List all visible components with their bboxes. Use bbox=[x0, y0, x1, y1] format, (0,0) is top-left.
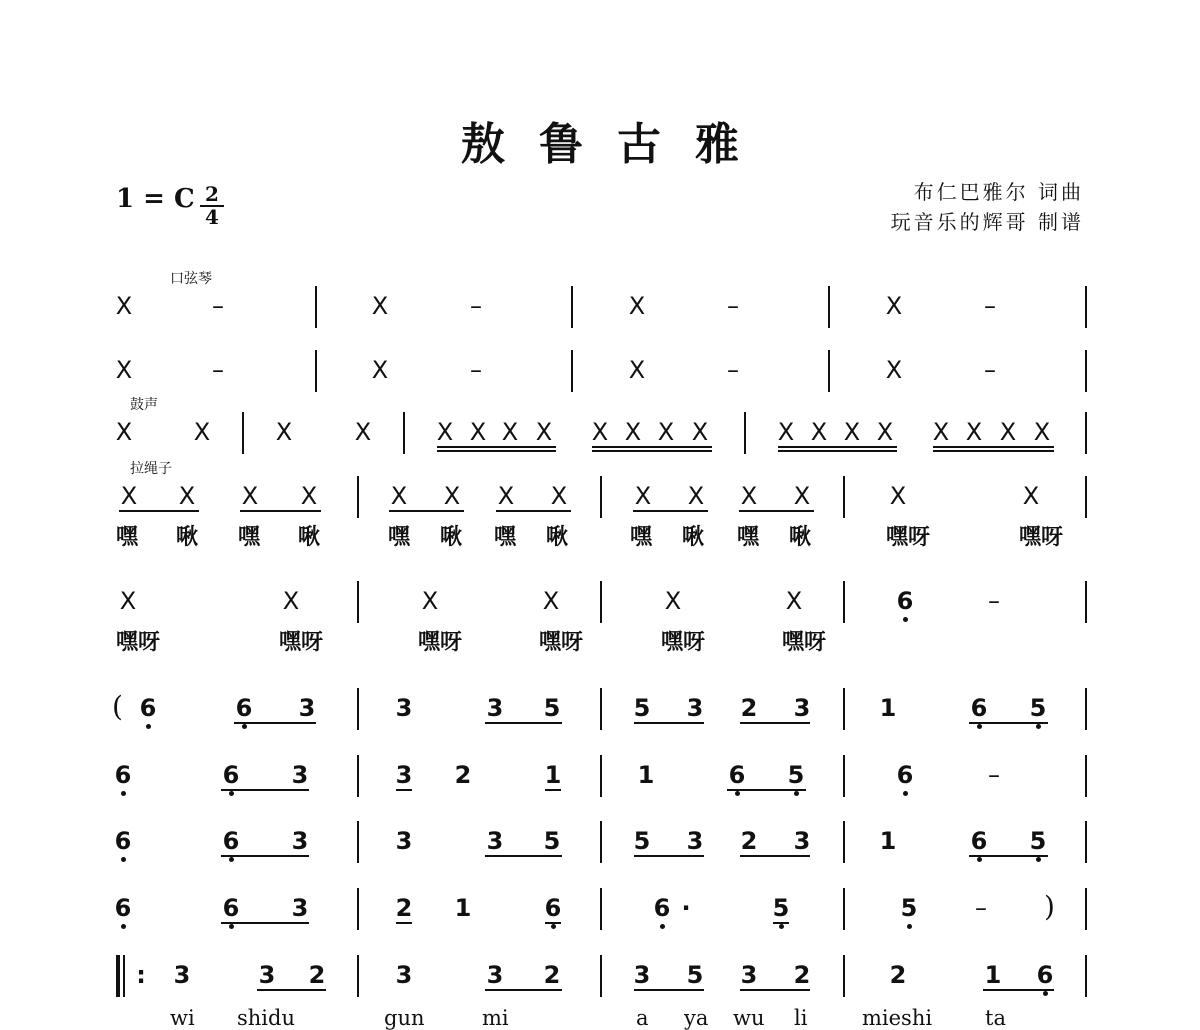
repeat-thick-bar bbox=[116, 955, 120, 997]
underline bbox=[221, 855, 309, 857]
underline bbox=[496, 510, 571, 512]
low-octave-dot bbox=[977, 857, 982, 862]
barline bbox=[1085, 476, 1087, 518]
note: 1 bbox=[454, 894, 472, 922]
barline bbox=[315, 286, 317, 328]
beat-x: X bbox=[740, 482, 758, 510]
repeat-dots: : bbox=[136, 961, 146, 989]
beat-x: X bbox=[115, 292, 133, 320]
underline bbox=[933, 446, 1054, 448]
lyric: 嘿 bbox=[494, 524, 517, 550]
barline bbox=[1085, 888, 1087, 930]
low-octave-dot bbox=[551, 924, 556, 929]
beat-x: X bbox=[657, 418, 675, 446]
lyric: 嘿 bbox=[737, 524, 760, 550]
beat-x: X bbox=[371, 356, 389, 384]
beat-x: X bbox=[501, 418, 519, 446]
low-octave-dot bbox=[779, 924, 784, 929]
note: 6 bbox=[544, 894, 562, 922]
barline bbox=[600, 581, 602, 623]
barline bbox=[843, 688, 845, 730]
barline bbox=[357, 581, 359, 623]
note: 3 bbox=[486, 827, 504, 855]
beat-x: X bbox=[889, 482, 907, 510]
beat-x: X bbox=[241, 482, 259, 510]
lyric: 啾 bbox=[440, 524, 463, 550]
credit-arranger: 玩音乐的辉哥 制谱 bbox=[890, 210, 1084, 234]
beat-x: X bbox=[178, 482, 196, 510]
barline bbox=[242, 412, 244, 454]
note: 1 bbox=[879, 694, 897, 722]
note: 3 bbox=[395, 761, 413, 789]
dash-rest: – bbox=[212, 356, 224, 384]
note: 5 bbox=[787, 761, 805, 789]
underline bbox=[592, 446, 712, 448]
low-octave-dot bbox=[735, 791, 740, 796]
low-octave-dot bbox=[1036, 724, 1041, 729]
barline bbox=[403, 412, 405, 454]
beat-x: X bbox=[624, 418, 642, 446]
low-octave-dot bbox=[903, 617, 908, 622]
beat-x: X bbox=[497, 482, 515, 510]
note: 6 bbox=[970, 694, 988, 722]
beat-x: X bbox=[810, 418, 828, 446]
low-octave-dot bbox=[242, 724, 247, 729]
beat-x: X bbox=[634, 482, 652, 510]
beat-x: X bbox=[371, 292, 389, 320]
underline bbox=[933, 450, 1054, 452]
underline bbox=[778, 446, 897, 448]
lyric: 嘿呀 bbox=[1019, 524, 1064, 550]
low-octave-dot bbox=[660, 924, 665, 929]
beat-x: X bbox=[932, 418, 950, 446]
low-octave-dot bbox=[229, 857, 234, 862]
underline bbox=[634, 855, 704, 857]
barline bbox=[357, 821, 359, 863]
barline bbox=[843, 888, 845, 930]
underline bbox=[969, 722, 1048, 724]
underline bbox=[545, 922, 561, 924]
open-paren: ( bbox=[112, 690, 123, 723]
beat-x: X bbox=[443, 482, 461, 510]
beat-x: X bbox=[535, 418, 553, 446]
note: 3 bbox=[686, 827, 704, 855]
low-octave-dot bbox=[977, 724, 982, 729]
note: 3 bbox=[395, 961, 413, 989]
beat-x: X bbox=[785, 587, 803, 615]
beat-x: X bbox=[777, 418, 795, 446]
romanized-lyric: wu bbox=[733, 1006, 765, 1030]
note: 6 bbox=[235, 694, 253, 722]
romanized-lyric: a bbox=[636, 1006, 649, 1030]
key-signature: 1 = C bbox=[116, 184, 195, 214]
barline bbox=[1085, 286, 1087, 328]
label-gusheng: 鼓声 bbox=[130, 397, 158, 413]
note: 6 bbox=[222, 827, 240, 855]
dash-rest: – bbox=[727, 292, 739, 320]
underline bbox=[969, 855, 1048, 857]
barline bbox=[843, 955, 845, 997]
barline bbox=[1085, 581, 1087, 623]
beat-x: X bbox=[275, 418, 293, 446]
barline bbox=[357, 476, 359, 518]
romanized-lyric: mieshi bbox=[862, 1006, 933, 1030]
beat-x: X bbox=[843, 418, 861, 446]
beat-x: X bbox=[628, 356, 646, 384]
romanized-lyric: li bbox=[794, 1006, 808, 1030]
barline bbox=[315, 350, 317, 392]
lyric: 啾 bbox=[176, 524, 199, 550]
low-octave-dot bbox=[1043, 991, 1048, 996]
romanized-lyric: ya bbox=[684, 1006, 709, 1030]
lyric: 嘿呀 bbox=[782, 629, 827, 655]
note: 5 bbox=[772, 894, 790, 922]
barline bbox=[843, 755, 845, 797]
lyric: 嘿呀 bbox=[116, 629, 161, 655]
beat-x: X bbox=[876, 418, 894, 446]
underline bbox=[396, 922, 412, 924]
note: 3 bbox=[486, 694, 504, 722]
low-octave-dot bbox=[121, 791, 126, 796]
barline bbox=[600, 755, 602, 797]
lyric: 嘿呀 bbox=[418, 629, 463, 655]
barline bbox=[357, 688, 359, 730]
beat-x: X bbox=[193, 418, 211, 446]
note: 6 bbox=[114, 827, 132, 855]
lyric: 啾 bbox=[789, 524, 812, 550]
underline bbox=[221, 922, 309, 924]
barline bbox=[843, 821, 845, 863]
underline bbox=[983, 989, 1054, 991]
underline bbox=[485, 855, 562, 857]
note: 2 bbox=[740, 694, 758, 722]
note: 5 bbox=[1029, 694, 1047, 722]
beat-x: X bbox=[300, 482, 318, 510]
augmentation-dot: · bbox=[681, 894, 691, 922]
romanized-lyric: shidu bbox=[237, 1006, 295, 1030]
dash-rest: – bbox=[470, 356, 482, 384]
note: 1 bbox=[637, 761, 655, 789]
close-paren: ) bbox=[1044, 890, 1055, 923]
note: 5 bbox=[633, 827, 651, 855]
dash-rest: – bbox=[984, 356, 996, 384]
beat-x: X bbox=[282, 587, 300, 615]
note: 6 bbox=[222, 761, 240, 789]
note: 6 bbox=[114, 761, 132, 789]
note: 3 bbox=[395, 694, 413, 722]
note: 3 bbox=[173, 961, 191, 989]
beat-x: X bbox=[885, 292, 903, 320]
barline bbox=[571, 350, 573, 392]
underline bbox=[773, 922, 789, 924]
barline bbox=[600, 476, 602, 518]
barline bbox=[600, 888, 602, 930]
credit-lyrics-music: 布仁巴雅尔 词曲 bbox=[913, 180, 1084, 204]
low-octave-dot bbox=[229, 791, 234, 796]
lyric: 啾 bbox=[298, 524, 321, 550]
lyric: 啾 bbox=[682, 524, 705, 550]
beat-x: X bbox=[687, 482, 705, 510]
lyric: 嘿呀 bbox=[539, 629, 584, 655]
underline bbox=[234, 722, 316, 724]
note: 6 bbox=[1036, 961, 1054, 989]
beat-x: X bbox=[550, 482, 568, 510]
note: 2 bbox=[889, 961, 907, 989]
dash-rest: – bbox=[984, 292, 996, 320]
barline bbox=[600, 821, 602, 863]
dash-rest: – bbox=[988, 587, 1000, 615]
note: 5 bbox=[543, 827, 561, 855]
note: 6 bbox=[222, 894, 240, 922]
lyric: 嘿 bbox=[116, 524, 139, 550]
note: 3 bbox=[793, 827, 811, 855]
note: 6 bbox=[114, 894, 132, 922]
romanized-lyric: gun bbox=[384, 1006, 425, 1030]
note: 6 bbox=[970, 827, 988, 855]
time-signature-numerator: 2 bbox=[200, 184, 224, 207]
barline bbox=[843, 476, 845, 518]
beat-x: X bbox=[354, 418, 372, 446]
barline bbox=[600, 955, 602, 997]
lyric: 嘿呀 bbox=[886, 524, 931, 550]
note: 3 bbox=[486, 961, 504, 989]
time-signature bbox=[200, 184, 224, 227]
low-octave-dot bbox=[121, 924, 126, 929]
note: 5 bbox=[633, 694, 651, 722]
low-octave-dot bbox=[146, 724, 151, 729]
dash-rest: – bbox=[470, 292, 482, 320]
note: 1 bbox=[879, 827, 897, 855]
beat-x: X bbox=[965, 418, 983, 446]
low-octave-dot bbox=[907, 924, 912, 929]
underline bbox=[485, 722, 562, 724]
note: 3 bbox=[258, 961, 276, 989]
underline bbox=[257, 989, 326, 991]
underline bbox=[740, 989, 810, 991]
low-octave-dot bbox=[794, 791, 799, 796]
dash-rest: – bbox=[727, 356, 739, 384]
note: 2 bbox=[308, 961, 326, 989]
beat-x: X bbox=[1022, 482, 1040, 510]
underline bbox=[240, 510, 321, 512]
underline bbox=[119, 510, 199, 512]
underline bbox=[740, 722, 810, 724]
underline bbox=[740, 855, 810, 857]
note: 5 bbox=[900, 894, 918, 922]
beat-x: X bbox=[691, 418, 709, 446]
note: 5 bbox=[543, 694, 561, 722]
note: 2 bbox=[395, 894, 413, 922]
underline bbox=[592, 450, 712, 452]
underline bbox=[633, 510, 708, 512]
note: 2 bbox=[454, 761, 472, 789]
underline bbox=[437, 450, 556, 452]
barline bbox=[357, 755, 359, 797]
barline bbox=[571, 286, 573, 328]
lyric: 啾 bbox=[546, 524, 569, 550]
dash-rest: – bbox=[988, 761, 1000, 789]
beat-x: X bbox=[120, 482, 138, 510]
underline bbox=[221, 789, 309, 791]
note: 5 bbox=[686, 961, 704, 989]
label-lashengzi: 拉绳子 bbox=[130, 461, 172, 477]
beat-x: X bbox=[115, 356, 133, 384]
note: 2 bbox=[740, 827, 758, 855]
underline bbox=[389, 510, 464, 512]
beat-x: X bbox=[469, 418, 487, 446]
underline bbox=[739, 510, 814, 512]
underline bbox=[396, 789, 412, 791]
beat-x: X bbox=[793, 482, 811, 510]
note: 6 bbox=[896, 587, 914, 615]
note: 5 bbox=[1029, 827, 1047, 855]
underline bbox=[634, 722, 704, 724]
dash-rest: – bbox=[975, 894, 987, 922]
note: 3 bbox=[793, 694, 811, 722]
low-octave-dot bbox=[903, 791, 908, 796]
lyric: 嘿 bbox=[630, 524, 653, 550]
beat-x: X bbox=[115, 418, 133, 446]
note: 3 bbox=[291, 894, 309, 922]
note: 3 bbox=[395, 827, 413, 855]
barline bbox=[357, 955, 359, 997]
beat-x: X bbox=[885, 356, 903, 384]
lyric: 嘿呀 bbox=[279, 629, 324, 655]
barline bbox=[828, 350, 830, 392]
beat-x: X bbox=[591, 418, 609, 446]
barline bbox=[1085, 688, 1087, 730]
note: 3 bbox=[291, 827, 309, 855]
lyric: 嘿 bbox=[238, 524, 261, 550]
romanized-lyric: mi bbox=[482, 1006, 509, 1030]
label-kouxianqin: 口弦琴 bbox=[170, 271, 212, 287]
note: 2 bbox=[793, 961, 811, 989]
underline bbox=[485, 989, 562, 991]
barline bbox=[1085, 755, 1087, 797]
beat-x: X bbox=[664, 587, 682, 615]
low-octave-dot bbox=[1036, 857, 1041, 862]
note: 6 bbox=[653, 894, 671, 922]
low-octave-dot bbox=[121, 857, 126, 862]
note: 3 bbox=[291, 761, 309, 789]
dash-rest: – bbox=[212, 292, 224, 320]
note: 3 bbox=[740, 961, 758, 989]
beat-x: X bbox=[628, 292, 646, 320]
underline bbox=[437, 446, 556, 448]
beat-x: X bbox=[999, 418, 1017, 446]
barline bbox=[1085, 412, 1087, 454]
note: 3 bbox=[633, 961, 651, 989]
barline bbox=[1085, 350, 1087, 392]
note: 6 bbox=[896, 761, 914, 789]
time-signature-denominator: 4 bbox=[205, 205, 219, 229]
low-octave-dot bbox=[229, 924, 234, 929]
beat-x: X bbox=[119, 587, 137, 615]
barline bbox=[357, 888, 359, 930]
barline bbox=[843, 581, 845, 623]
lyric: 嘿呀 bbox=[661, 629, 706, 655]
lyric: 嘿 bbox=[388, 524, 411, 550]
repeat-thin-bar bbox=[123, 955, 125, 997]
barline bbox=[1085, 955, 1087, 997]
underline bbox=[545, 789, 561, 791]
note: 1 bbox=[544, 761, 562, 789]
romanized-lyric: ta bbox=[985, 1006, 1006, 1030]
beat-x: X bbox=[421, 587, 439, 615]
romanized-lyric: wi bbox=[170, 1006, 195, 1030]
underline bbox=[727, 789, 806, 791]
barline bbox=[1085, 821, 1087, 863]
beat-x: X bbox=[436, 418, 454, 446]
underline bbox=[634, 989, 704, 991]
note: 3 bbox=[686, 694, 704, 722]
note: 1 bbox=[984, 961, 1002, 989]
beat-x: X bbox=[1033, 418, 1051, 446]
song-title: 敖鲁古雅 bbox=[461, 119, 773, 170]
barline bbox=[828, 286, 830, 328]
barline bbox=[600, 688, 602, 730]
note: 6 bbox=[728, 761, 746, 789]
underline bbox=[778, 450, 897, 452]
barline bbox=[744, 412, 746, 454]
beat-x: X bbox=[542, 587, 560, 615]
note: 6 bbox=[139, 694, 157, 722]
note: 3 bbox=[298, 694, 316, 722]
note: 2 bbox=[543, 961, 561, 989]
beat-x: X bbox=[390, 482, 408, 510]
